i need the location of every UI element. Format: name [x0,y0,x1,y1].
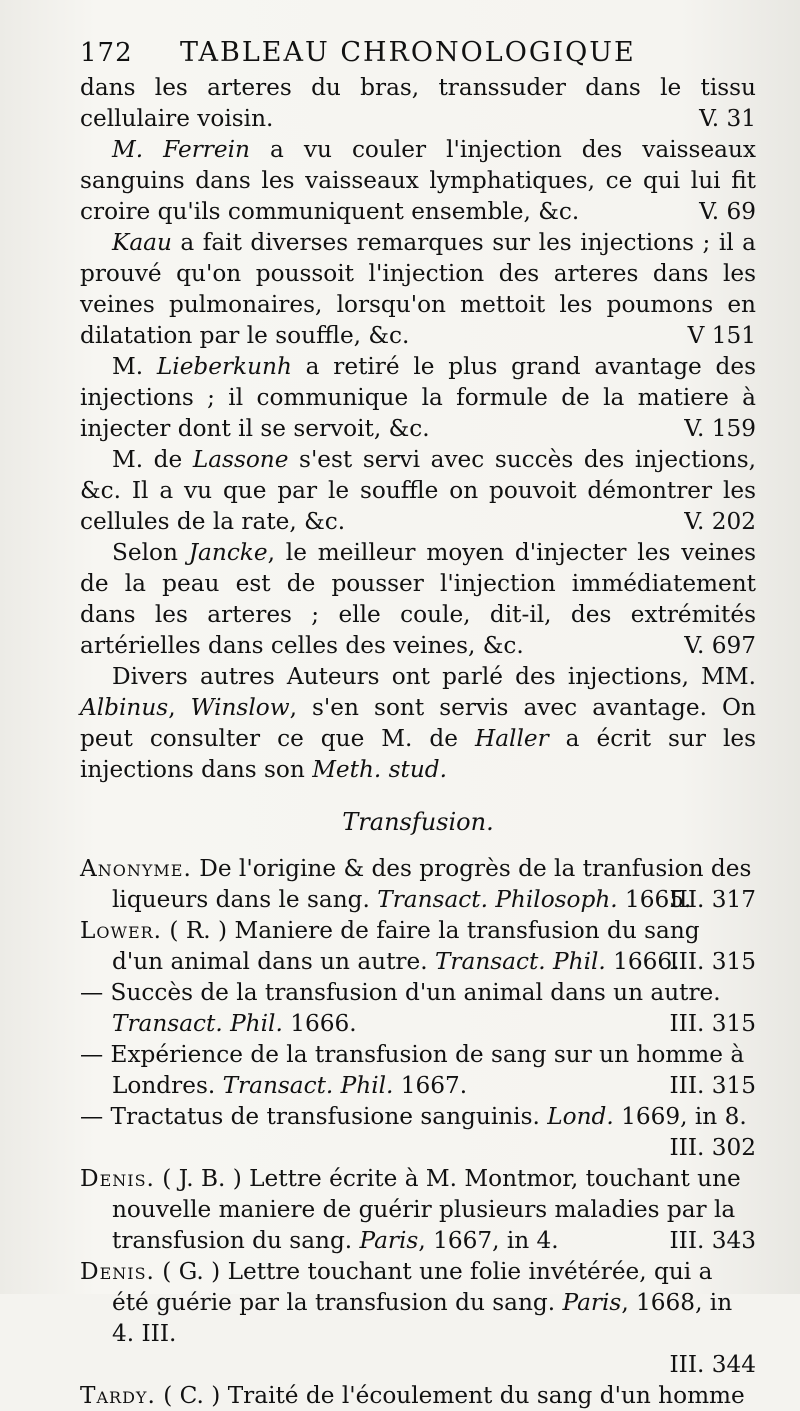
bibliography-entry: Denis. ( G. ) Lettre touchant une folie invétérée, qui a été guérie par la transfusion du sang. Paris, 1668, in 4. III. [80,1258,733,1347]
author-name: M. Ferrein [112,136,250,163]
running-title: TABLEAU CHRONOLOGIQUE [180,37,636,68]
bibliography-entry-ref: III. 302 [669,1134,756,1161]
bibliography-list [80,853,756,1411]
volume-reference: V. 697 [684,632,756,659]
bibliography-entry: Anonyme. De l'origine & des progrès de la tranfusion des liqueurs dans le sang. Transact. Philosoph. 1665. III. 317 [80,855,756,913]
paragraph-1: dans les arteres du bras, transsuder dans le tissu cellulaire voisin. V. 31 [80,74,756,132]
bibliography-entry: Tardy. ( C. ) Traité de l'écoulement du sang d'un homme [80,1382,745,1409]
bibliography-entry: — Succès de la transfusion d'un animal dans un autre. Transact. Phil. 1666. III. 315 [80,979,756,1037]
bibliography-entry-ref: III. 344 [669,1351,756,1378]
body-text [80,72,756,1411]
author-name: Kaau [112,229,172,256]
bibliography-entry: — Tractatus de transfusione sanguinis. Lond. 1669, in 8. [80,1103,747,1130]
bibliography-entry: Lower. ( R. ) Maniere de faire la transfusion du sang d'un animal dans un autre. Transact. Phil. 1666. III. 315 [80,917,756,975]
volume-reference: V 151 [687,322,756,349]
author-name: Jancke [188,539,268,566]
paragraph-2: M. Ferrein a vu couler l'injection des vaisseaux sanguins dans les vaisseaux lymphatiques, ce qui lui fit croire qu'ils communiquent ensemble, &c. V. 69 [80,136,756,225]
paragraph-3: Kaau a fait diverses remarques sur les injections ; il a prouvé qu'on poussoit l'injection des arteres dans les veines pulmonaires, lorsqu'on mettoit les poumons en dilatation par le souffle, &c. V 151 [80,229,756,349]
paragraph-4: M. Lieberkunh a retiré le plus grand avantage des injections ; il communique la formule de la matiere à injecter dont il se servoit, &c. V. 159 [80,353,756,442]
paragraph-6: Selon Jancke, le meilleur moyen d'injecter les veines de la peau est de pousser l'injection immédiatement dans les arteres ; elle coule, dit-il, des extrémités artérielles dans celles des veines, &c. V. 697 [80,539,756,659]
volume-reference: V. 69 [699,198,756,225]
page-number: 172 [80,38,133,68]
volume-reference: V. 31 [699,105,756,132]
paragraph-7: Divers autres Auteurs ont parlé des injections, MM. Albinus, Winslow, s'en sont servis avec avantage. On peut consulter ce que M. de Haller a écrit sur les injections dans son Meth. stud. [80,663,756,783]
volume-reference: V. 202 [684,508,756,535]
author-name: Lieberkunh [156,353,292,380]
volume-reference: V. 159 [684,415,756,442]
author-name: Lassone [192,446,289,473]
bibliography-entry: — Expérience de la transfusion de sang sur un homme à Londres. Transact. Phil. 1667. III. 315 [80,1041,756,1099]
bibliography-entry: Denis. ( J. B. ) Lettre écrite à M. Montmor, touchant une nouvelle maniere de guérir plusieurs maladies par la transfusion du sang. Paris, 1667, in 4. III. 343 [80,1165,756,1254]
section-title: Transfusion. [342,808,494,836]
page-header [80,36,756,70]
paragraph-5: M. de Lassone s'est servi avec succès des injections, &c. Il a vu que par le souffle on pouvoit démontrer les cellules de la rate, &c. V. 202 [80,446,756,535]
